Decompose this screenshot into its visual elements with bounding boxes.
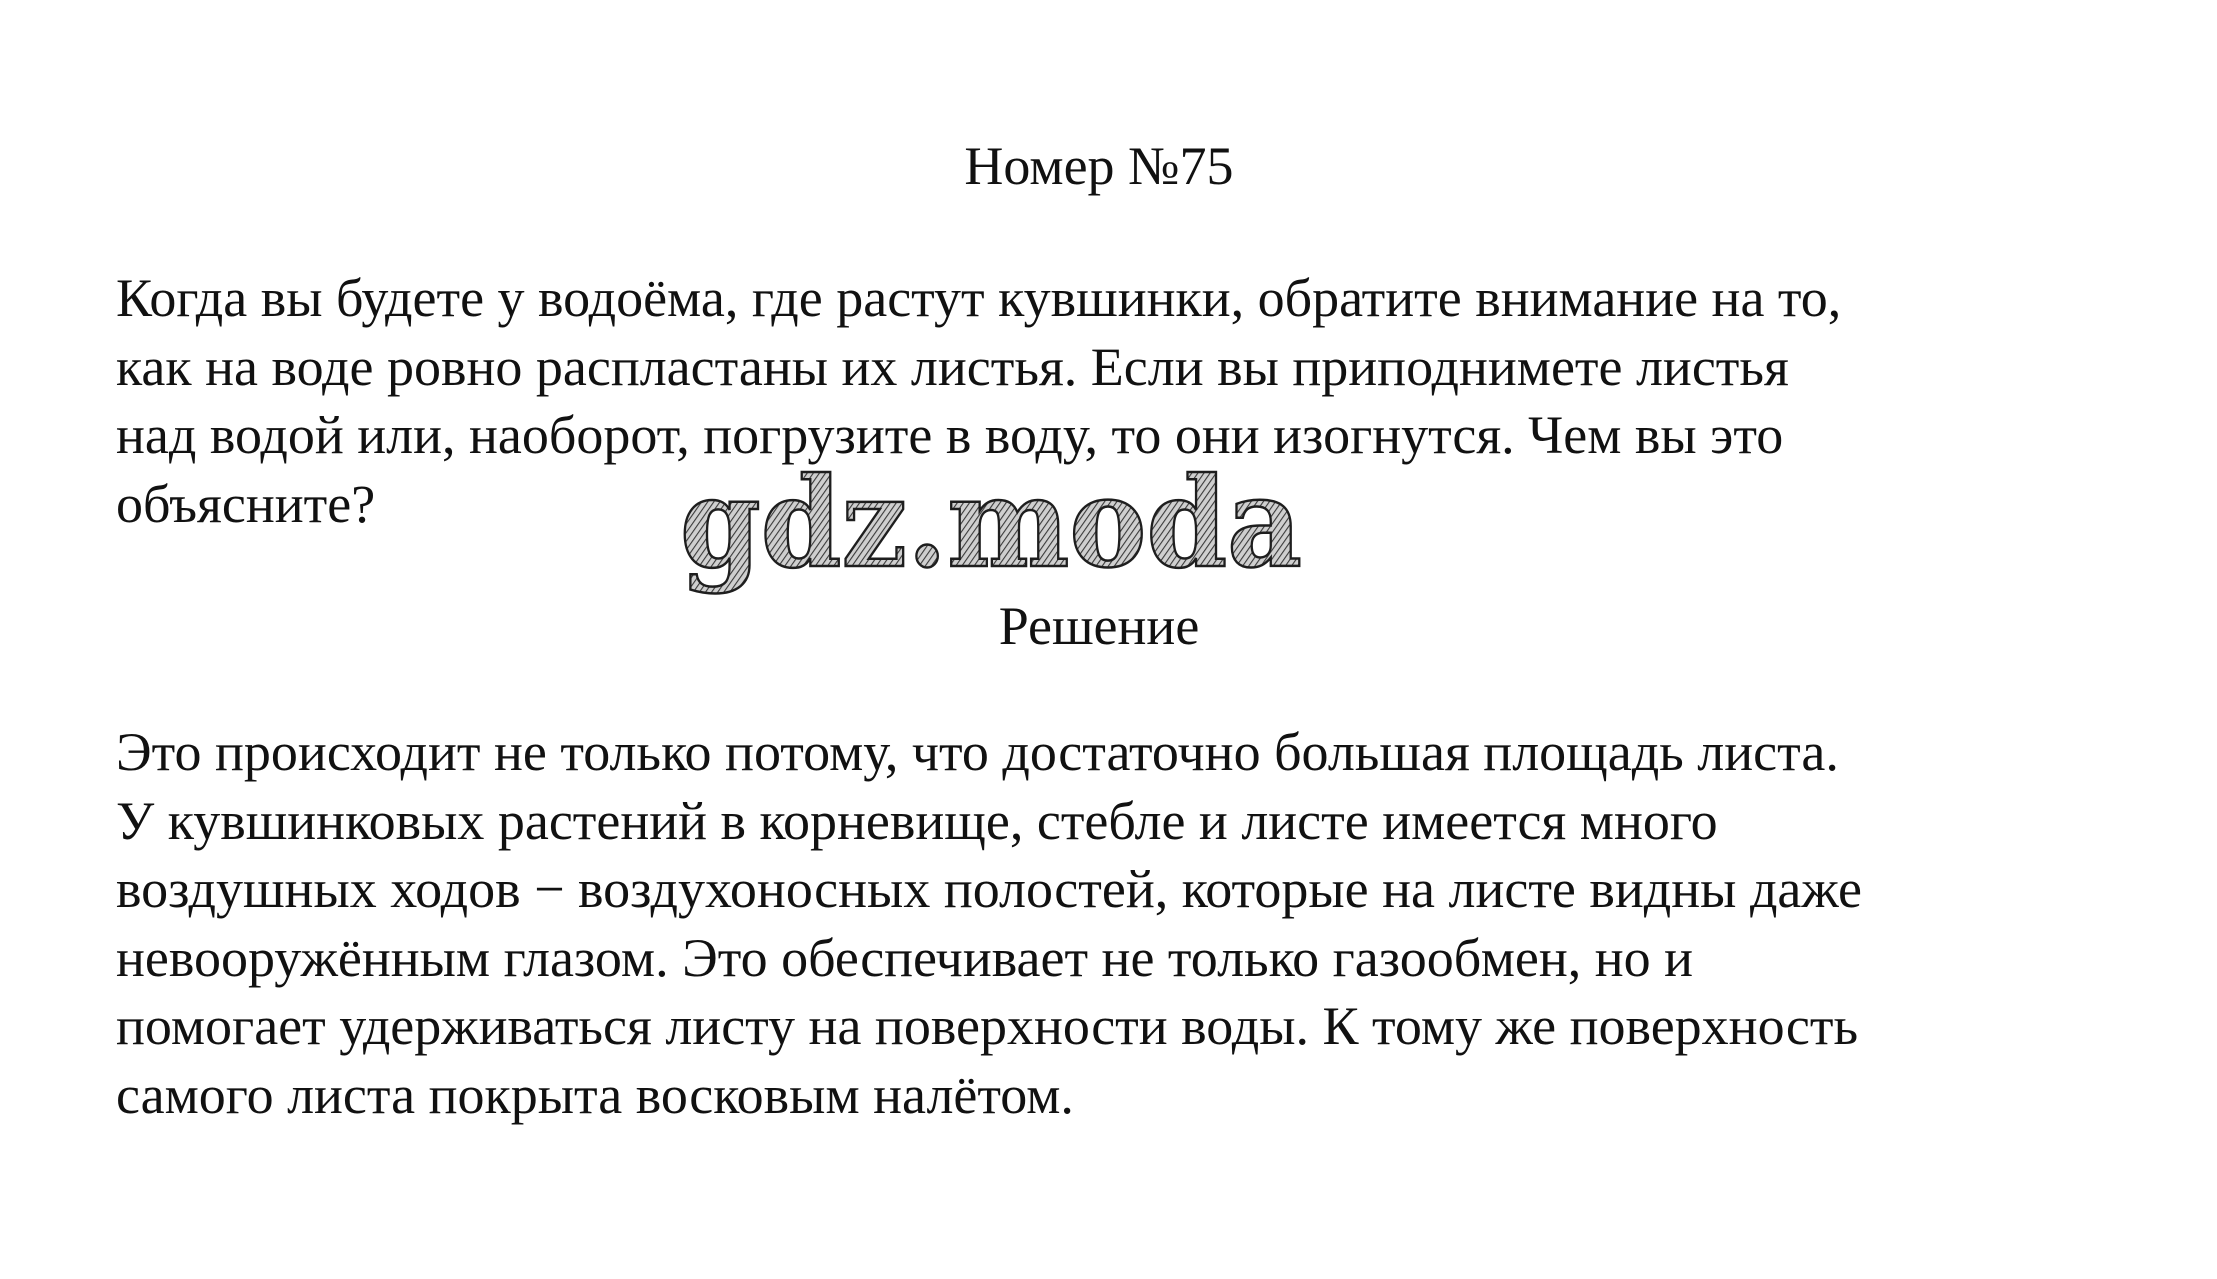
solution-line: воздушных ходов − воздухоносных полостей, которые на листе видны даже <box>116 859 1862 919</box>
solution-line: помогает удерживаться листу на поверхности воды. К тому же поверхность <box>116 996 1859 1056</box>
task-line: над водой или, наоборот, погрузите в воду, то они изогнутся. Чем вы это <box>116 405 1784 465</box>
solution-line: невооружённым глазом. Это обеспечивает не только газообмен, но и <box>116 927 1694 988</box>
solution-heading: Решение <box>998 596 1200 656</box>
watermark-logo <box>672 456 1312 606</box>
task-line: как на воде ровно распластаны их листья. Если вы приподнимете листья <box>116 336 1789 397</box>
task-line: Когда вы будете у водоёма, где растут кувшинки, обратите внимание на то, <box>116 268 1842 328</box>
solution-line: У кувшинковых растений в корневище, стебле и листе имеется много <box>116 790 1718 851</box>
solution-line: Это происходит не только потому, что достаточно большая площадь листа. <box>116 722 1839 782</box>
task-line: объясните? <box>116 473 376 534</box>
watermark-text: gdz.moda <box>680 456 1302 596</box>
solution-text <box>116 718 2116 1129</box>
solution-line: самого листа покрыта восковым налётом. <box>116 1064 1074 1125</box>
page-title: Номер №75 <box>964 136 1234 196</box>
